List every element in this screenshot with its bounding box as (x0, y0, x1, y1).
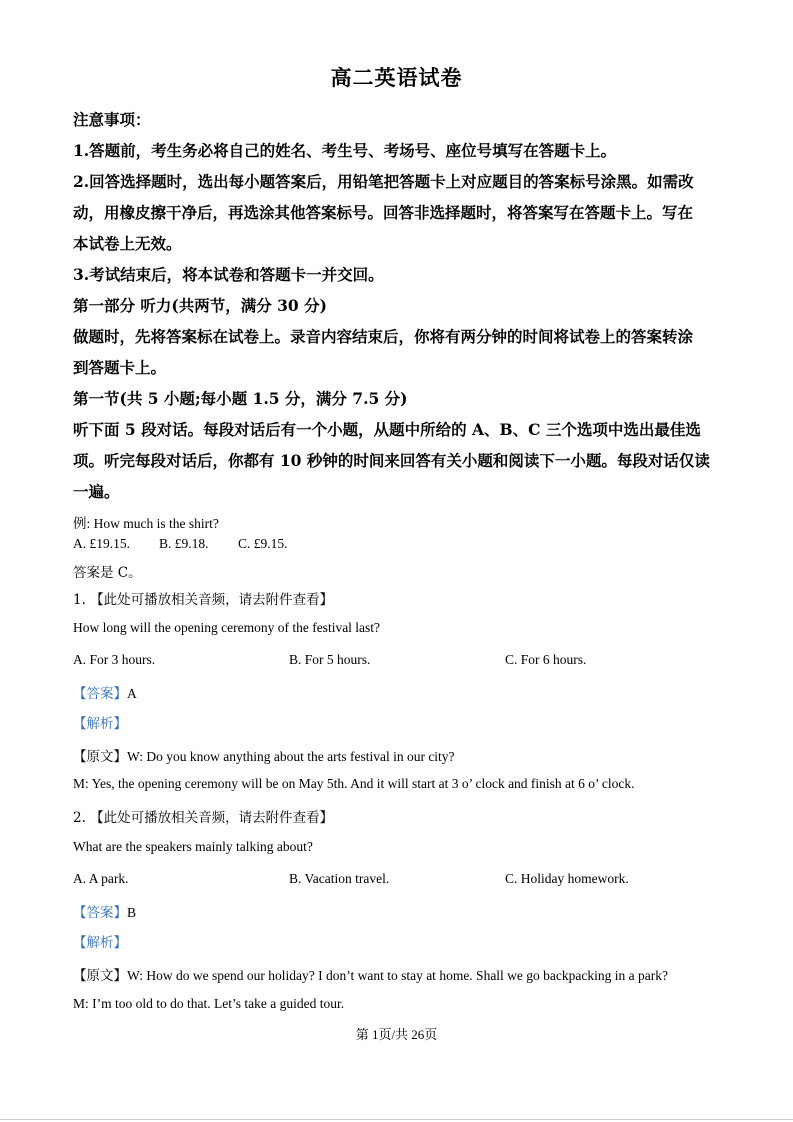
question-2-analysis-label: 【解析】 (73, 935, 127, 951)
part1-intro-line-2: 到答题卡上。 (73, 358, 167, 377)
question-2-header[interactable]: 2. 【此处可播放相关音频，请去附件查看】 (73, 810, 334, 826)
question-2-answer (73, 901, 733, 921)
question-1-option-a: A. For 3 hours. (73, 652, 156, 667)
notice-item-2-line-3: 本试卷上无效。 (73, 234, 182, 253)
question-1-header[interactable]: 1. 【此处可播放相关音频，请去附件查看】 (73, 592, 334, 608)
question-2-text: What are the speakers mainly talking about? (73, 839, 313, 854)
page-footer: 第 1页/共 26页 (355, 1027, 438, 1042)
question-2-original-w (73, 964, 753, 984)
notice-item-2-line-1: 2.回答选择题时，选出每小题答案后，用铅笔把答题卡上对应题目的答案标号涂黑。如需改 (73, 172, 694, 191)
answer-label: 【答案】 (73, 905, 127, 921)
original-w-text: W: Do you know anything about the arts festival in our city? (127, 749, 455, 764)
section1-heading: 第一节(共 5 小题;每小题 1.5 分，满分 7.5 分) (73, 389, 408, 408)
question-2-option-a: A. A park. (73, 871, 129, 886)
question-2-original-m: M: I’m too old to do that. Let’s take a guided tour. (73, 996, 345, 1011)
part1-intro-line-1: 做题时，先将答案标在试卷上。录音内容结束后，你将有两分钟的时间将试卷上的答案转涂 (73, 327, 694, 346)
example-question: 例: How much is the shirt? (73, 516, 219, 531)
question-1-option-c: C. For 6 hours. (505, 652, 587, 667)
original-label: 【原文】 (73, 968, 127, 984)
example-option-c: C. £9.15. (238, 536, 288, 551)
example-option-a: A. £19.15. (73, 536, 130, 551)
example-answer: 答案是 C。 (73, 565, 142, 581)
bottom-divider (0, 1119, 793, 1120)
section1-intro-line-2: 项。听完每段对话后，你都有 10 秒钟的时间来回答有关小题和阅读下一小题。每段对话仅读 (73, 451, 710, 470)
notice-item-1: 1.答题前，考生务必将自己的姓名、考生号、考场号、座位号填写在答题卡上。 (73, 141, 617, 160)
section1-intro-line-3: 一遍。 (73, 482, 120, 501)
question-1-original-m: M: Yes, the opening ceremony will be on May 5th. And it will start at 3 o’ clock and finish at 6 o’ clock. (73, 776, 635, 791)
question-2-option-c: C. Holiday homework. (505, 871, 629, 886)
question-1-option-b: B. For 5 hours. (289, 652, 371, 667)
answer-label: 【答案】 (73, 686, 127, 702)
answer-value: A (127, 686, 137, 701)
section1-intro-line-1: 听下面 5 段对话。每段对话后有一个小题，从题中所给的 A、B、C 三个选项中选出最佳选 (73, 420, 701, 439)
notice-item-3: 3.考试结束后，将本试卷和答题卡一并交回。 (73, 265, 384, 284)
page-title: 高二英语试卷 (330, 65, 463, 90)
question-1-answer (73, 682, 733, 702)
question-2-option-b: B. Vacation travel. (289, 871, 390, 886)
notice-item-2-line-2: 动，用橡皮擦干净后，再选涂其他答案标号。回答非选择题时，将答案写在答题卡上。写在 (73, 203, 694, 222)
example-option-b: B. £9.18. (159, 536, 209, 551)
part1-heading: 第一部分 听力(共两节，满分 30 分) (73, 296, 327, 315)
question-1-text: How long will the opening ceremony of the festival last? (73, 620, 381, 635)
original-label: 【原文】 (73, 749, 127, 765)
question-1-original-w (73, 745, 733, 765)
answer-value: B (127, 905, 137, 920)
original-w-text: W: How do we spend our holiday? I don’t want to stay at home. Shall we go backpacking in a park? (127, 968, 668, 983)
notice-heading: 注意事项： (73, 110, 151, 129)
question-1-analysis-label: 【解析】 (73, 716, 127, 732)
